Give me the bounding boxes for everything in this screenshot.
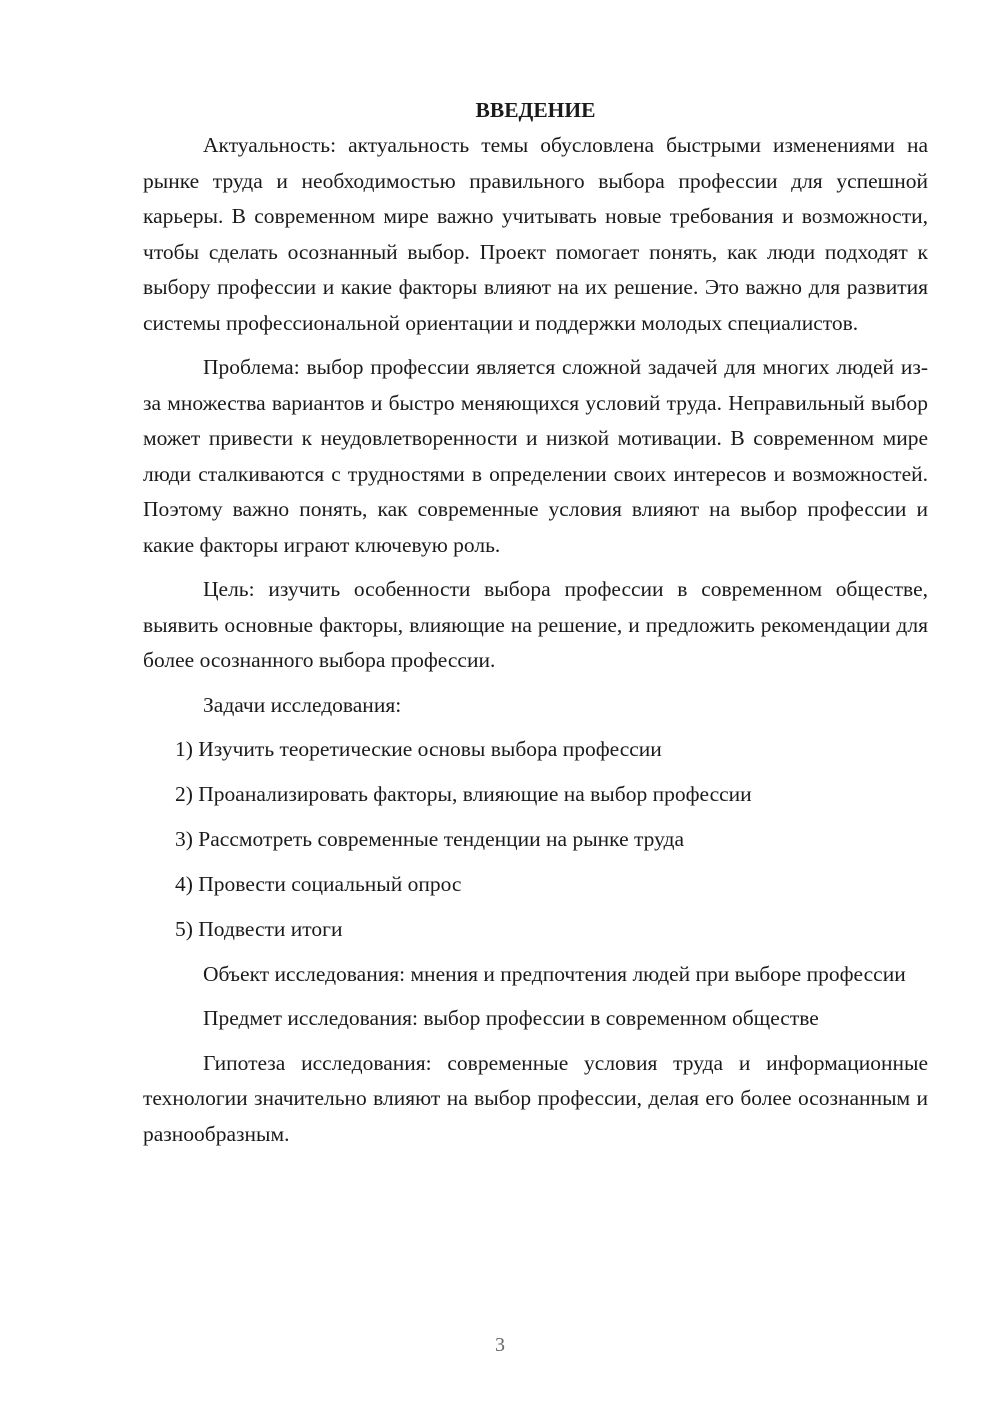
- page-body: [143, 92, 928, 1152]
- paragraph-object: Объект исследования: мнения и предпочтения людей при выборе профессии: [203, 961, 906, 986]
- task-item-5: 5) Подвести итоги: [175, 917, 343, 941]
- task-item-2: 2) Проанализировать факторы, влияющие на выбор профессии: [175, 782, 752, 806]
- page-number: 3: [495, 1334, 505, 1356]
- paragraph-subject: Предмет исследования: выбор профессии в современном обществе: [203, 1006, 819, 1030]
- paragraph-relevance: Актуальность: актуальность темы обусловлена быстрыми изменениями на рынке труда и необходимостью правильного выбора профессии для успешной карьеры. В современном мире важно учитывать новые требования и возможности, чтобы сделать осознанный выбор. Проект помогает понять, как люди подходят к выбору профессии и какие факторы влияют на их решение. Это важно для развития системы профессиональной ориентации и поддержки молодых специалистов.: [143, 133, 928, 335]
- task-item-1: 1) Изучить теоретические основы выбора профессии: [175, 737, 662, 761]
- paragraph-goal: Цель: изучить особенности выбора профессии в современном обществе, выявить основные факторы, влияющие на решение, и предложить рекомендации для более осознанного выбора профессии.: [143, 577, 928, 672]
- paragraph-problem: Проблема: выбор профессии является сложной задачей для многих людей из-за множества вариантов и быстро меняющихся условий труда. Неправильный выбор может привести к неудовлетворенности и низкой мотивации. В современном мире люди сталкиваются с трудностями в определении своих интересов и возможностей. Поэтому важно понять, как современные условия влияют на выбор профессии и какие факторы играют ключевую роль.: [143, 355, 928, 557]
- paragraph-hypothesis: Гипотеза исследования: современные условия труда и информационные технологии значительно влияют на выбор профессии, делая его более осознанным и разнообразным.: [143, 1050, 928, 1146]
- section-title: ВВЕДЕНИЕ: [475, 98, 596, 122]
- task-item-4: 4) Провести социальный опрос: [175, 872, 462, 896]
- tasks-list: [143, 732, 928, 948]
- task-item-3: 3) Рассмотреть современные тенденции на рынке труда: [175, 827, 685, 851]
- tasks-heading: Задачи исследования:: [203, 692, 402, 717]
